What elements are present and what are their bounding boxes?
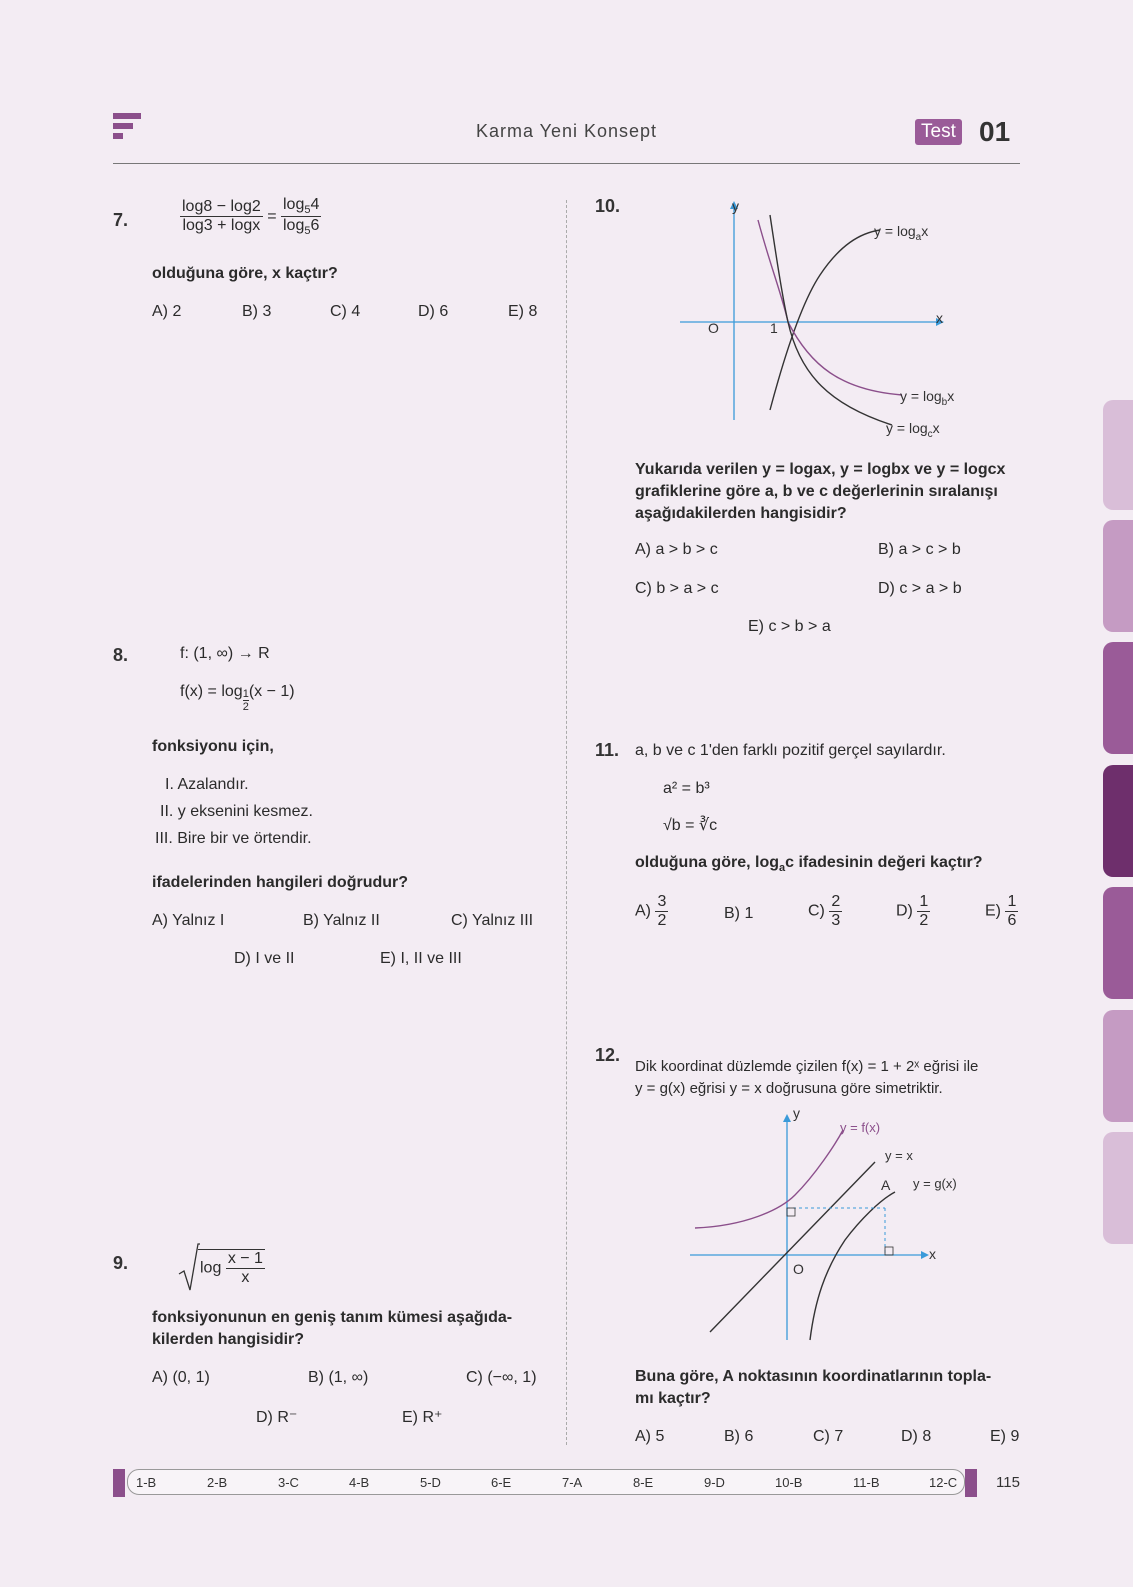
side-tab-2[interactable] — [1103, 520, 1133, 632]
q11-equation-2: √b = ∛c — [663, 817, 718, 834]
q12-right-angle-icon-2 — [885, 1247, 893, 1255]
q12-y-label: y — [793, 1110, 800, 1121]
q9-option-b[interactable]: B) (1, ∞) — [308, 1369, 369, 1386]
answer-key-item: 9-D — [704, 1475, 725, 1490]
q12-text-line-2: y = g(x) eğrisi y = x doğrusuna göre simetriktir. — [635, 1080, 943, 1097]
q10-option-d[interactable]: D) c > a > b — [878, 580, 962, 597]
answer-key-item: 10-B — [775, 1475, 803, 1490]
q12-x-arrow-icon — [921, 1251, 929, 1259]
q10-log-graph — [670, 195, 990, 445]
q8-statement-1: I. Azalandır. — [165, 776, 249, 793]
q10-x-label: x — [936, 310, 943, 326]
q12-line-y-equals-x — [710, 1162, 875, 1332]
q12-x-label: x — [929, 1246, 936, 1262]
q11-option-b[interactable]: B) 1 — [724, 905, 754, 922]
q9-expression: log $\frac{x - 1}{x}$ — [178, 1240, 265, 1292]
q7-left-denominator: log3 + logx — [182, 217, 261, 235]
q9-option-e[interactable]: E) R⁺ — [402, 1409, 443, 1426]
header-title: Karma Yeni Konsept — [475, 121, 658, 141]
q7-option-a[interactable]: A) 2 — [152, 303, 182, 320]
q8-intro: fonksiyonu için, — [152, 738, 274, 755]
q11-equation-1: a² = b³ — [663, 780, 710, 797]
q10-question-line-2: grafiklerine göre a, b ve c değerlerinin sıralanışı — [635, 483, 998, 500]
q8-option-c[interactable]: C) Yalnız III — [451, 912, 534, 929]
question-7-equation: $\frac{\log 8 - \log 2}{\log 3 + \log x}$ = $\frac{\log_54}{\log_56}$ — [182, 196, 320, 238]
q12-yx-label: y = x — [885, 1148, 913, 1163]
q7-option-e[interactable]: E) 8 — [508, 303, 538, 320]
q10-question-line-1: Yukarıda verilen y = logax, y = logbx ve y = logcx — [635, 461, 1006, 478]
q8-function-definition: f(x) = log $\frac{1}{2}$ (x − 1) — [180, 683, 295, 713]
q10-y-label: y — [732, 198, 739, 214]
q7-option-b[interactable]: B) 3 — [242, 303, 272, 320]
q11-option-c[interactable]: C) $\frac{2}{3}$ — [808, 893, 841, 929]
answer-key-item: 8-E — [633, 1475, 654, 1490]
q12-option-c[interactable]: C) 7 — [813, 1428, 844, 1445]
header-divider — [113, 163, 1020, 164]
q10-label-a: $y = \log_ax$ — [874, 223, 929, 243]
q9-option-d[interactable]: D) R⁻ — [256, 1409, 298, 1426]
column-divider — [566, 200, 567, 1445]
q8-option-d[interactable]: D) I ve II — [234, 950, 295, 967]
q10-curve-a — [770, 230, 880, 410]
test-number: 01 — [979, 116, 1011, 147]
answer-key-left-mark — [113, 1469, 125, 1497]
question-12-number: 12. — [595, 1045, 621, 1065]
answer-key-bar — [127, 1469, 965, 1495]
side-tab-3[interactable] — [1103, 642, 1133, 754]
q11-option-d[interactable]: D) $\frac{1}{2}$ — [896, 893, 929, 929]
q9-option-a[interactable]: A) (0, 1) — [152, 1369, 210, 1386]
q10-option-c[interactable]: C) b > a > c — [635, 580, 719, 597]
question-7-text: olduğuna göre, x kaçtır? — [152, 265, 338, 282]
q9-question-line-1: fonksiyonunun en geniş tanım kümesi aşağıda- — [152, 1309, 513, 1326]
side-tab-6[interactable] — [1103, 1010, 1133, 1122]
q12-text-line-1: Dik koordinat düzlemde çizilen f(x) = 1 + 2ˣ eğrisi ile — [635, 1058, 979, 1075]
q10-one-label: 1 — [770, 320, 778, 336]
q12-question-line-2: mı kaçtır? — [635, 1390, 711, 1407]
q12-origin-label: O — [793, 1261, 804, 1277]
question-7-number: 7. — [113, 210, 129, 230]
square-root-icon — [178, 1240, 200, 1292]
answer-key-item: 12-C — [929, 1475, 958, 1490]
q10-question-line-3: aşağıdakilerden hangisidir? — [635, 505, 847, 522]
q8-option-a[interactable]: A) Yalnız I — [152, 912, 225, 929]
q12-gx-label: y = g(x) — [913, 1176, 957, 1191]
q10-origin-label: O — [708, 320, 719, 336]
answer-key-item: 4-B — [349, 1475, 370, 1490]
q12-symmetric-graph — [685, 1110, 975, 1350]
answer-key-item: 6-E — [491, 1475, 512, 1490]
q12-option-d[interactable]: D) 8 — [901, 1428, 932, 1445]
q7-equals: = — [267, 207, 277, 225]
answer-key-item: 7-A — [562, 1475, 583, 1490]
q7-left-numerator: log8 − log2 — [182, 198, 261, 216]
q12-question-line-1: Buna göre, A noktasının koordinatlarının topla- — [635, 1368, 992, 1385]
answer-key-item: 2-B — [207, 1475, 228, 1490]
q10-label-c: $y = \log_cx$ — [886, 420, 940, 440]
q12-curve-gx — [810, 1192, 895, 1340]
q11-option-e[interactable]: E) $\frac{1}{6}$ — [985, 893, 1017, 929]
q12-right-angle-icon — [787, 1208, 795, 1216]
q8-statement-3: III. Bire bir ve örtendir. — [155, 830, 312, 847]
page-number: 115 — [996, 1474, 1020, 1491]
q10-option-b[interactable]: B) a > c > b — [878, 541, 961, 558]
q10-curve-c — [770, 215, 892, 425]
side-tab-1[interactable] — [1103, 400, 1133, 510]
answer-key-item: 5-D — [420, 1475, 441, 1490]
q11-question: olduğuna göre, $\log_ac$ ifadesinin değeri kaçtır? — [635, 854, 983, 875]
side-tab-7[interactable] — [1103, 1132, 1133, 1244]
side-tab-4[interactable] — [1103, 765, 1133, 877]
q8-option-e[interactable]: E) I, II ve III — [380, 950, 462, 967]
question-8-number: 8. — [113, 645, 129, 665]
q12-fx-label: y = f(x) — [840, 1120, 881, 1135]
answer-key-item: 1-B — [136, 1475, 157, 1490]
answer-key-item: 11-B — [853, 1475, 880, 1490]
q12-curve-fx — [695, 1130, 843, 1228]
q10-label-b: $y = \log_bx$ — [900, 388, 955, 408]
q8-option-b[interactable]: B) Yalnız II — [303, 912, 380, 929]
side-tab-5[interactable] — [1103, 887, 1133, 999]
q12-option-b[interactable]: B) 6 — [724, 1428, 754, 1445]
q12-y-arrow-icon — [783, 1114, 791, 1122]
q7-option-c[interactable]: C) 4 — [330, 303, 361, 320]
question-10-number: 10. — [595, 196, 621, 216]
answer-key-right-mark — [965, 1469, 977, 1497]
q11-option-a[interactable]: A) $\frac{3}{2}$ — [635, 893, 667, 929]
q10-option-a[interactable]: A) a > b > c — [635, 541, 718, 558]
question-11-number: 11. — [595, 740, 620, 760]
test-label-badge: Test — [915, 119, 962, 145]
q8-statement-2: II. y eksenini kesmez. — [160, 803, 313, 820]
q8-function-domain: f: (1, ∞) → R — [180, 645, 270, 662]
q12-option-e[interactable]: E) 9 — [990, 1428, 1020, 1445]
q10-curve-b — [758, 220, 902, 395]
q8-question: ifadelerinden hangileri doğrudur? — [152, 874, 409, 891]
q9-question-line-2: kilerden hangisidir? — [152, 1331, 305, 1348]
q12-option-a[interactable]: A) 5 — [635, 1428, 665, 1445]
question-9-number: 9. — [113, 1253, 129, 1273]
q12-point-a-label: A — [881, 1177, 891, 1193]
q10-option-e[interactable]: E) c > b > a — [748, 618, 831, 635]
answer-key-item: 3-C — [278, 1475, 299, 1490]
q9-option-c[interactable]: C) (−∞, 1) — [466, 1369, 537, 1386]
q11-intro: a, b ve c 1'den farklı pozitif gerçel sayılardır. — [635, 742, 946, 759]
q7-option-d[interactable]: D) 6 — [418, 303, 449, 320]
